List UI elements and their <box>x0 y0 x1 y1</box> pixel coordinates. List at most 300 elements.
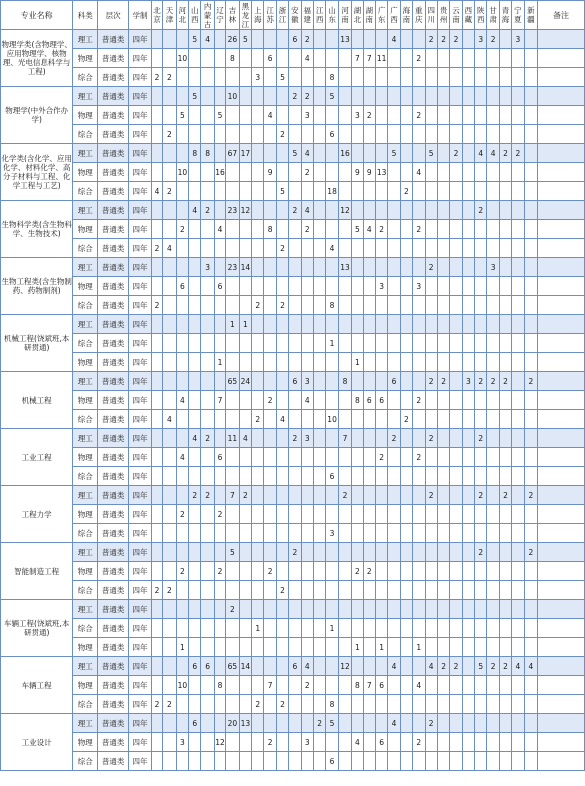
quota-cell <box>252 277 264 296</box>
header-province <box>352 1 363 30</box>
quota-cell <box>400 562 412 581</box>
quota-cell <box>413 524 425 543</box>
quota-cell <box>413 315 425 334</box>
quota-cell <box>475 638 487 657</box>
quota-cell <box>475 163 487 182</box>
quota-cell <box>363 657 375 676</box>
major-name: 机械工程(饶斌班,本研贯通) <box>1 315 73 372</box>
quota-cell: 5 <box>214 106 225 125</box>
note-cell <box>538 524 585 543</box>
quota-cell: 5 <box>226 543 239 562</box>
level-cell: 普通类 <box>98 581 129 600</box>
quota-cell <box>450 49 462 68</box>
quota-cell <box>352 144 363 163</box>
quota-cell <box>524 277 537 296</box>
quota-cell <box>313 581 325 600</box>
quota-cell <box>462 581 474 600</box>
header-province-char: 湖 <box>365 6 373 15</box>
quota-cell <box>201 220 214 239</box>
quota-cell: 10 <box>226 87 239 106</box>
quota-cell <box>512 676 524 695</box>
quota-cell <box>462 410 474 429</box>
quota-cell <box>437 87 449 106</box>
quota-cell: 6 <box>264 49 276 68</box>
quota-cell <box>450 277 462 296</box>
quota-cell <box>413 239 425 258</box>
quota-cell <box>413 486 425 505</box>
quota-cell <box>413 87 425 106</box>
quota-cell: 2 <box>313 714 325 733</box>
note-cell <box>538 657 585 676</box>
level-cell: 普通类 <box>98 372 129 391</box>
quota-cell: 2 <box>151 239 162 258</box>
header-province-char: 山 <box>328 6 336 15</box>
note-cell <box>538 87 585 106</box>
quota-cell <box>512 182 524 201</box>
quota-cell <box>462 733 474 752</box>
note-cell <box>538 752 585 771</box>
header-province <box>151 1 162 30</box>
level-cell: 普通类 <box>98 296 129 315</box>
quota-cell <box>352 543 363 562</box>
quota-cell <box>239 163 251 182</box>
quota-cell <box>214 258 225 277</box>
quota-cell <box>352 486 363 505</box>
quota-cell <box>524 600 537 619</box>
quota-cell <box>189 49 201 68</box>
quota-cell <box>176 125 188 144</box>
quota-cell <box>499 733 511 752</box>
quota-cell <box>363 714 375 733</box>
quota-cell <box>214 144 225 163</box>
quota-cell <box>499 277 511 296</box>
quota-cell <box>176 144 188 163</box>
quota-cell: 2 <box>301 220 313 239</box>
quota-cell <box>450 676 462 695</box>
header-province-char: 西 <box>315 15 324 24</box>
table-row <box>1 315 585 334</box>
quota-cell: 2 <box>176 220 188 239</box>
quota-cell <box>512 638 524 657</box>
quota-cell <box>276 201 288 220</box>
quota-cell <box>189 277 201 296</box>
quota-cell <box>462 49 474 68</box>
table-row <box>1 163 585 182</box>
quota-cell <box>252 182 264 201</box>
quota-cell <box>499 220 511 239</box>
quota-cell <box>487 201 499 220</box>
quota-cell <box>239 619 251 638</box>
quota-cell: 2 <box>487 30 499 49</box>
quota-cell <box>313 30 325 49</box>
quota-cell: 3 <box>413 277 425 296</box>
quota-cell <box>400 315 412 334</box>
quota-cell <box>201 125 214 144</box>
table-row <box>1 258 585 277</box>
quota-cell: 4 <box>487 144 499 163</box>
quota-cell <box>264 144 276 163</box>
quota-cell <box>437 410 449 429</box>
quota-cell <box>252 638 264 657</box>
quota-cell <box>252 87 264 106</box>
quota-cell: 13 <box>338 258 351 277</box>
quota-cell <box>388 676 400 695</box>
quota-cell <box>289 258 301 277</box>
quota-cell <box>475 524 487 543</box>
header-province-char: 北 <box>353 15 362 24</box>
quota-cell <box>301 334 313 353</box>
quota-cell <box>313 144 325 163</box>
quota-cell <box>264 543 276 562</box>
quota-cell <box>338 68 351 87</box>
table-row <box>1 676 585 695</box>
note-cell <box>538 695 585 714</box>
quota-cell <box>189 467 201 486</box>
quota-cell <box>226 752 239 771</box>
quota-cell: 8 <box>352 391 363 410</box>
quota-cell <box>252 543 264 562</box>
quota-cell <box>289 125 301 144</box>
quota-cell <box>450 391 462 410</box>
quota-cell <box>252 714 264 733</box>
quota-cell <box>400 125 412 144</box>
quota-cell <box>301 296 313 315</box>
quota-cell <box>352 87 363 106</box>
level-cell: 普通类 <box>98 220 129 239</box>
quota-cell <box>239 410 251 429</box>
quota-cell <box>239 695 251 714</box>
quota-cell <box>425 353 437 372</box>
quota-cell <box>487 182 499 201</box>
quota-cell: 2 <box>413 106 425 125</box>
major-name: 智能制造工程 <box>1 543 73 600</box>
quota-cell <box>301 277 313 296</box>
quota-cell <box>400 524 412 543</box>
quota-cell <box>487 163 499 182</box>
level-cell: 普通类 <box>98 714 129 733</box>
duration-cell: 四年 <box>129 505 152 524</box>
duration-cell: 四年 <box>129 714 152 733</box>
quota-cell <box>450 182 462 201</box>
quota-cell <box>313 467 325 486</box>
quota-cell: 9 <box>264 163 276 182</box>
quota-cell <box>289 676 301 695</box>
level-cell: 普通类 <box>98 106 129 125</box>
quota-cell: 20 <box>226 714 239 733</box>
note-cell <box>538 125 585 144</box>
level-cell: 普通类 <box>98 448 129 467</box>
quota-cell <box>512 163 524 182</box>
quota-cell <box>226 125 239 144</box>
quota-cell <box>375 505 387 524</box>
quota-cell <box>214 429 225 448</box>
quota-cell: 1 <box>352 353 363 372</box>
header-province <box>239 1 251 30</box>
quota-cell <box>475 733 487 752</box>
quota-cell <box>475 106 487 125</box>
quota-cell <box>475 220 487 239</box>
quota-cell <box>176 182 188 201</box>
quota-cell <box>338 125 351 144</box>
header-province-char: 庆 <box>415 15 423 24</box>
quota-cell <box>176 30 188 49</box>
quota-cell: 8 <box>226 49 239 68</box>
quota-cell: 7 <box>264 676 276 695</box>
quota-cell <box>400 258 412 277</box>
quota-cell <box>462 429 474 448</box>
quota-cell: 3 <box>201 258 214 277</box>
quota-cell <box>176 752 188 771</box>
table-row <box>1 106 585 125</box>
header-province-char: 津 <box>165 15 174 24</box>
quota-cell <box>226 581 239 600</box>
quota-cell: 2 <box>450 657 462 676</box>
category-cell: 物理 <box>73 505 98 524</box>
quota-cell <box>352 315 363 334</box>
level-cell: 普通类 <box>98 163 129 182</box>
table-row <box>1 505 585 524</box>
duration-cell: 四年 <box>129 201 152 220</box>
quota-cell <box>437 353 449 372</box>
quota-cell <box>352 201 363 220</box>
quota-cell: 17 <box>239 144 251 163</box>
quota-cell <box>289 334 301 353</box>
quota-cell <box>400 486 412 505</box>
quota-cell <box>487 714 499 733</box>
quota-cell <box>437 619 449 638</box>
quota-cell <box>462 714 474 733</box>
quota-cell <box>425 619 437 638</box>
quota-cell <box>462 334 474 353</box>
quota-cell <box>313 657 325 676</box>
quota-cell <box>512 486 524 505</box>
quota-cell <box>289 600 301 619</box>
quota-cell <box>201 581 214 600</box>
quota-cell <box>462 125 474 144</box>
quota-cell <box>239 87 251 106</box>
quota-cell <box>189 562 201 581</box>
quota-cell <box>400 505 412 524</box>
quota-cell: 2 <box>151 68 162 87</box>
quota-cell <box>512 600 524 619</box>
quota-cell <box>512 125 524 144</box>
quota-cell <box>239 68 251 87</box>
note-cell <box>538 467 585 486</box>
quota-cell: 4 <box>151 182 162 201</box>
quota-cell <box>400 87 412 106</box>
quota-cell <box>214 410 225 429</box>
quota-cell <box>524 562 537 581</box>
quota-cell: 8 <box>352 676 363 695</box>
quota-cell: 3 <box>326 524 338 543</box>
quota-cell <box>264 182 276 201</box>
quota-cell: 6 <box>189 657 201 676</box>
header-province-char: 北 <box>178 15 187 24</box>
quota-cell <box>375 410 387 429</box>
duration-cell: 四年 <box>129 543 152 562</box>
quota-cell <box>363 144 375 163</box>
quota-cell <box>437 714 449 733</box>
quota-cell: 4 <box>388 657 400 676</box>
table-row <box>1 581 585 600</box>
quota-cell <box>437 543 449 562</box>
quota-cell: 1 <box>413 638 425 657</box>
quota-cell <box>301 486 313 505</box>
quota-cell <box>450 733 462 752</box>
quota-cell <box>437 125 449 144</box>
quota-cell <box>400 752 412 771</box>
quota-cell <box>425 524 437 543</box>
quota-cell <box>475 714 487 733</box>
quota-cell <box>301 695 313 714</box>
quota-cell <box>176 543 188 562</box>
duration-cell: 四年 <box>129 581 152 600</box>
quota-cell <box>499 296 511 315</box>
quota-cell: 3 <box>176 733 188 752</box>
quota-cell <box>313 334 325 353</box>
quota-cell <box>413 372 425 391</box>
quota-cell <box>201 353 214 372</box>
quota-cell: 4 <box>475 144 487 163</box>
quota-cell <box>264 239 276 258</box>
quota-cell <box>226 619 239 638</box>
quota-cell <box>189 372 201 391</box>
header-province-char: 疆 <box>527 15 535 24</box>
table-row <box>1 296 585 315</box>
quota-cell: 4 <box>176 448 188 467</box>
quota-cell <box>450 543 462 562</box>
category-cell: 物理 <box>73 391 98 410</box>
quota-cell <box>239 448 251 467</box>
quota-cell <box>201 182 214 201</box>
quota-cell: 2 <box>289 543 301 562</box>
quota-cell <box>276 315 288 334</box>
quota-cell <box>214 68 225 87</box>
quota-cell: 6 <box>176 277 188 296</box>
quota-cell <box>487 49 499 68</box>
quota-cell <box>338 106 351 125</box>
quota-cell <box>276 258 288 277</box>
level-cell: 普通类 <box>98 315 129 334</box>
quota-cell <box>201 391 214 410</box>
quota-cell <box>352 372 363 391</box>
duration-cell: 四年 <box>129 68 152 87</box>
header-province <box>524 1 537 30</box>
quota-cell <box>326 581 338 600</box>
quota-cell <box>338 562 351 581</box>
duration-cell: 四年 <box>129 638 152 657</box>
quota-cell <box>512 524 524 543</box>
quota-cell: 2 <box>163 695 176 714</box>
quota-cell <box>276 638 288 657</box>
level-cell: 普通类 <box>98 87 129 106</box>
quota-cell <box>363 277 375 296</box>
quota-cell <box>352 182 363 201</box>
quota-cell <box>352 410 363 429</box>
quota-cell: 4 <box>276 410 288 429</box>
quota-cell <box>276 277 288 296</box>
quota-cell <box>276 467 288 486</box>
level-cell: 普通类 <box>98 391 129 410</box>
quota-cell <box>375 30 387 49</box>
duration-cell: 四年 <box>129 372 152 391</box>
quota-cell <box>264 752 276 771</box>
quota-cell <box>363 695 375 714</box>
quota-cell <box>313 296 325 315</box>
quota-cell <box>163 619 176 638</box>
quota-cell <box>252 524 264 543</box>
quota-cell: 2 <box>524 543 537 562</box>
category-cell: 理工 <box>73 315 98 334</box>
quota-cell <box>437 600 449 619</box>
quota-cell <box>176 429 188 448</box>
quota-cell <box>524 163 537 182</box>
quota-cell <box>425 467 437 486</box>
quota-cell: 11 <box>375 49 387 68</box>
quota-cell: 2 <box>239 486 251 505</box>
header-major: 专业名称 <box>1 1 73 30</box>
header-province-char: 东 <box>328 15 336 24</box>
quota-cell <box>176 524 188 543</box>
quota-cell <box>313 695 325 714</box>
quota-cell <box>163 334 176 353</box>
quota-cell: 4 <box>524 657 537 676</box>
quota-cell <box>400 600 412 619</box>
quota-cell <box>462 315 474 334</box>
quota-cell <box>487 581 499 600</box>
header-province-char: 苏 <box>266 15 274 24</box>
header-province <box>276 1 288 30</box>
quota-cell <box>450 68 462 87</box>
quota-cell <box>201 676 214 695</box>
quota-cell <box>462 239 474 258</box>
quota-cell: 2 <box>450 30 462 49</box>
quota-cell: 23 <box>226 201 239 220</box>
quota-cell <box>437 562 449 581</box>
quota-cell <box>375 353 387 372</box>
quota-cell <box>450 296 462 315</box>
quota-cell: 8 <box>264 220 276 239</box>
quota-cell <box>400 581 412 600</box>
table-row <box>1 201 585 220</box>
quota-cell <box>363 334 375 353</box>
quota-cell <box>163 49 176 68</box>
category-cell: 综合 <box>73 752 98 771</box>
quota-cell <box>400 695 412 714</box>
quota-cell <box>276 752 288 771</box>
quota-cell <box>450 163 462 182</box>
quota-cell <box>276 676 288 695</box>
quota-cell <box>313 220 325 239</box>
header-province-char: 西 <box>190 15 199 24</box>
quota-cell <box>226 182 239 201</box>
quota-cell <box>524 220 537 239</box>
quota-cell <box>352 125 363 144</box>
quota-cell <box>176 486 188 505</box>
quota-cell <box>326 638 338 657</box>
quota-cell <box>413 30 425 49</box>
quota-cell <box>388 562 400 581</box>
quota-cell <box>189 182 201 201</box>
quota-cell <box>425 49 437 68</box>
quota-cell <box>512 391 524 410</box>
quota-cell <box>375 258 387 277</box>
quota-cell <box>512 733 524 752</box>
quota-cell <box>289 277 301 296</box>
header-province-char: 广 <box>377 6 386 15</box>
quota-cell <box>400 638 412 657</box>
quota-cell <box>475 619 487 638</box>
